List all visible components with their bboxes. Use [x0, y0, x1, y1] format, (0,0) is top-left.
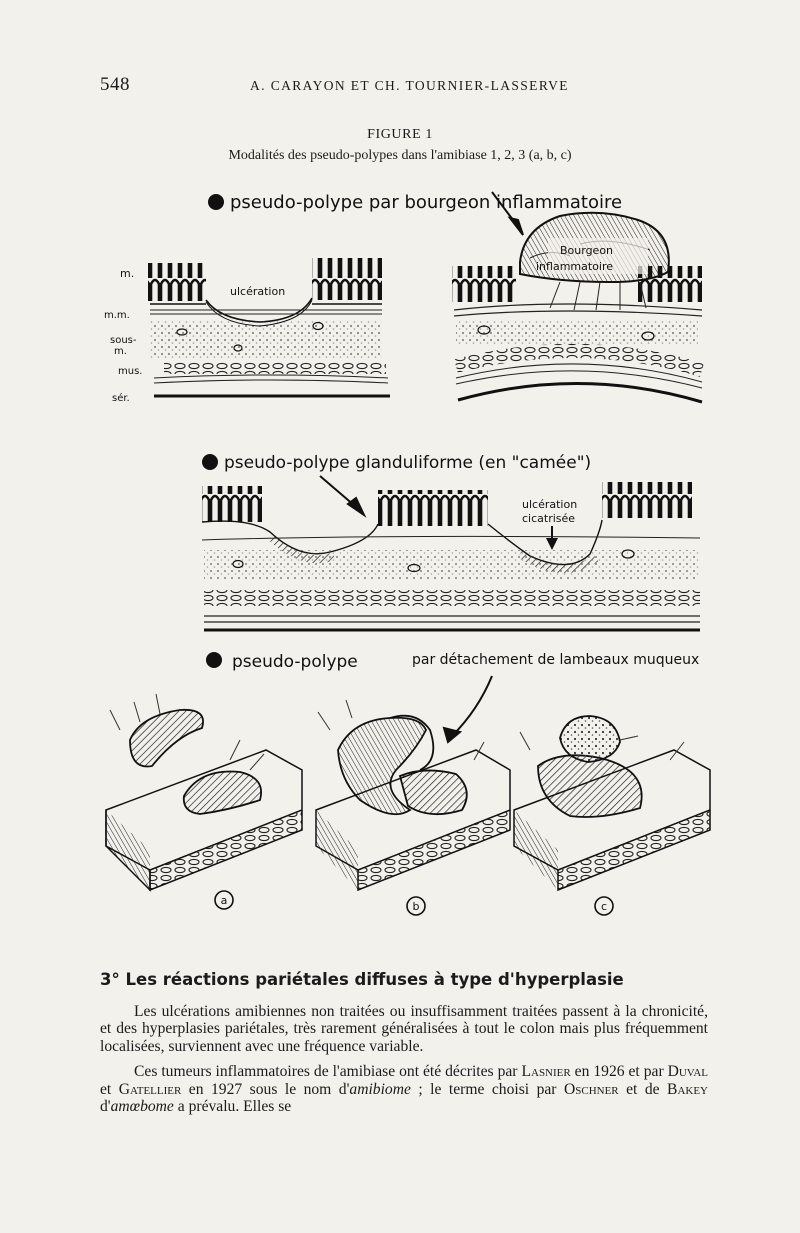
text-run: d' [100, 1098, 111, 1116]
section-heading-text: Les réactions pariétales diffuses à type d'hyperplasie [125, 970, 624, 989]
panel-1-left-section [148, 258, 390, 396]
bud-label-line1: Bourgeon [560, 244, 614, 257]
panel-1-right-section [452, 192, 702, 402]
text-run: a prévalu. Elles se [173, 1098, 292, 1116]
panel-3-number: 3 [210, 654, 218, 667]
block-c-label: c [600, 900, 608, 913]
text-run: et de [618, 1080, 668, 1098]
paragraph-2 [100, 1063, 708, 1115]
layer-label-muscularis-mucosae: m.m. [104, 310, 130, 321]
block-a [106, 694, 302, 909]
paragraph-1: Les ulcérations amibiennes non traitées ou insuffisamment traitées passent à la chronicité, et des hyperplasies pariétales, très rarement généralisées à tout le colon mais plus fréquemment localisées, surviennent avec une fréquence variable. [100, 1003, 708, 1055]
bud-label-line2: inflammatoire [536, 260, 614, 273]
layer-label-submucosa-1: sous- [110, 335, 137, 346]
author-name: Oschner [563, 1080, 619, 1098]
panel-3-title: pseudo-polype [232, 652, 358, 672]
text-run: ; le terme choisi par [410, 1080, 564, 1098]
ulceration-label: ulcération [230, 285, 286, 298]
figure-title: FIGURE 1 [367, 127, 433, 142]
figure-caption: Modalités des pseudo-polypes dans l'amibiase 1, 2, 3 (a, b, c) [228, 148, 572, 163]
text-run: et [100, 1080, 119, 1098]
panel-3-number-marker [206, 652, 222, 668]
panel-1-number-marker [208, 194, 224, 210]
page-header [100, 74, 700, 98]
layer-label-muscularis: mus. [118, 366, 143, 377]
page-number: 548 [100, 74, 130, 95]
panel-2-number: 2 [206, 456, 214, 469]
layer-label-serosa: sér. [112, 393, 130, 404]
term-italic: amœbome [110, 1098, 174, 1116]
panel-1 [104, 192, 702, 404]
layer-label-mucosa: m. [120, 267, 135, 280]
scar-label-line1: ulcération [522, 498, 578, 511]
panel-1-number: 1 [212, 196, 220, 209]
body-text [100, 1003, 708, 1123]
panel-2 [202, 453, 700, 630]
panel-2-title: pseudo-polype glanduliforme (en "camée") [224, 453, 592, 473]
text-run: Ces tumeurs inflammatoires de l'amibiase ont été décrites par [134, 1063, 522, 1081]
block-b-label: b [412, 900, 420, 913]
text-run: en 1927 sous le nom d' [181, 1080, 350, 1098]
running-head: A. CARAYON ET CH. TOURNIER-LASSERVE [250, 78, 569, 93]
text-run: en 1926 et par [570, 1063, 668, 1081]
section-heading [100, 970, 624, 989]
panel-2-number-marker [202, 454, 218, 470]
author-name: Lasnier [521, 1063, 571, 1081]
block-a-label: a [220, 894, 228, 907]
author-name: Gatellier [118, 1080, 182, 1098]
block-c [514, 716, 710, 915]
figure-illustration [90, 170, 730, 940]
panel-1-title: pseudo-polype par bourgeon inflammatoire [230, 192, 623, 213]
scar-label-line2: cicatrisée [522, 512, 576, 525]
block-b [316, 700, 510, 915]
layer-label-submucosa-2: m. [114, 346, 127, 357]
panel-3 [106, 652, 710, 915]
author-name: Duval [667, 1063, 708, 1081]
author-name: Bakey [667, 1080, 708, 1098]
term-italic: amibiome [349, 1080, 411, 1098]
section-number: 3° [100, 970, 120, 989]
panel-3-subtitle: par détachement de lambeaux muqueux [412, 652, 700, 668]
